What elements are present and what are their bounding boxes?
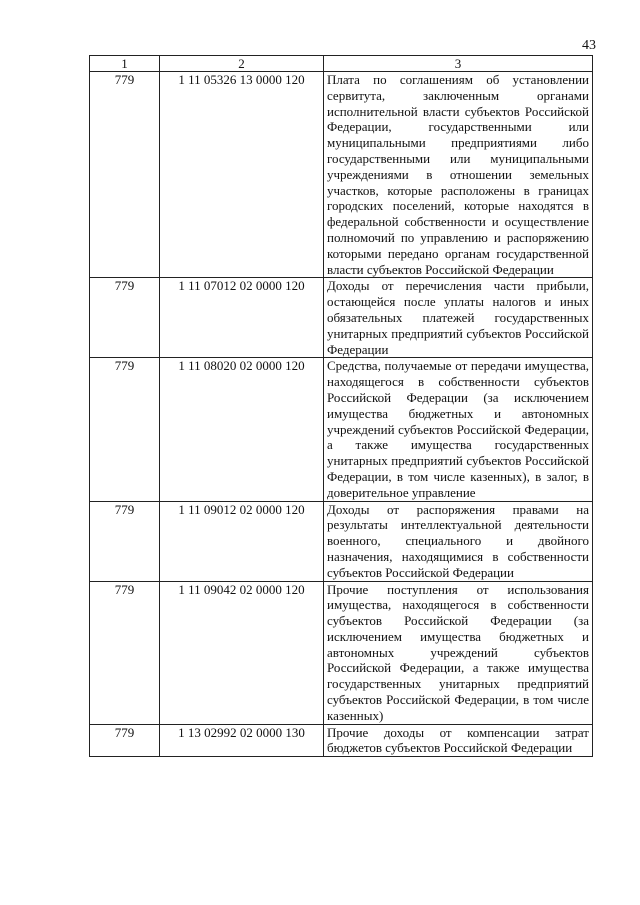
header-cell-col2: 2 bbox=[160, 56, 324, 72]
revenue-name-cell: Доходы от перечисления части прибыли, остающейся после уплаты налогов и иных обязательных платежей государственных унитарных предприятий субъектов Российской Федерации bbox=[324, 278, 593, 358]
admin-code-cell: 779 bbox=[90, 278, 160, 358]
revenue-name-cell: Плата по соглашениям об установлении сервитута, заключенным органами исполнительной власти субъектов Российской Федерации, государственными или муниципальными предприятиями либо государственными или муниципальными учреждениями в отношении земельных участков, которые расположены в границах городских поселений, которые находятся в федеральной собственности и осуществление полномочий по управлению и распоряжению которыми передано органам государственной власти субъектов Российской Федерации bbox=[324, 72, 593, 278]
kbk-code-cell: 1 11 05326 13 0000 120 bbox=[160, 72, 324, 278]
kbk-code-cell: 1 13 02992 02 0000 130 bbox=[160, 724, 324, 757]
kbk-code-cell: 1 11 09042 02 0000 120 bbox=[160, 581, 324, 724]
table-row bbox=[90, 72, 593, 278]
budget-revenue-table bbox=[89, 55, 593, 757]
table-row bbox=[90, 581, 593, 724]
table-row bbox=[90, 358, 593, 501]
kbk-code-cell: 1 11 07012 02 0000 120 bbox=[160, 278, 324, 358]
header-cell-col3: 3 bbox=[324, 56, 593, 72]
header-cell-col1: 1 bbox=[90, 56, 160, 72]
kbk-code-cell: 1 11 09012 02 0000 120 bbox=[160, 501, 324, 581]
page-number: 43 bbox=[582, 38, 596, 53]
table-row bbox=[90, 724, 593, 757]
admin-code-cell: 779 bbox=[90, 581, 160, 724]
admin-code-cell: 779 bbox=[90, 724, 160, 757]
revenue-name-cell: Доходы от распоряжения правами на результаты интеллектуальной деятельности военного, специального и двойного назначения, находящимися в собственности субъектов Российской Федерации bbox=[324, 501, 593, 581]
admin-code-cell: 779 bbox=[90, 501, 160, 581]
table-row bbox=[90, 278, 593, 358]
kbk-code-cell: 1 11 08020 02 0000 120 bbox=[160, 358, 324, 501]
admin-code-cell: 779 bbox=[90, 358, 160, 501]
revenue-name-cell: Прочие доходы от компенсации затрат бюджетов субъектов Российской Федерации bbox=[324, 724, 593, 757]
table-header-row bbox=[90, 56, 593, 72]
admin-code-cell: 779 bbox=[90, 72, 160, 278]
table-row bbox=[90, 501, 593, 581]
revenue-name-cell: Средства, получаемые от передачи имущества, находящегося в собственности субъектов Российской Федерации (за исключением имущества бюджетных и автономных учреждений субъектов Российской Федерации, а также имущества государственных унитарных предприятий субъектов Российской Федерации, в том числе казенных), в залог, в доверительное управление bbox=[324, 358, 593, 501]
revenue-name-cell: Прочие поступления от использования имущества, находящегося в собственности субъектов Российской Федерации (за исключением имущества бюджетных и автономных учреждений субъектов Российской Федерации, а также имущества государственных унитарных предприятий субъектов Российской Федерации, в том числе казенных) bbox=[324, 581, 593, 724]
